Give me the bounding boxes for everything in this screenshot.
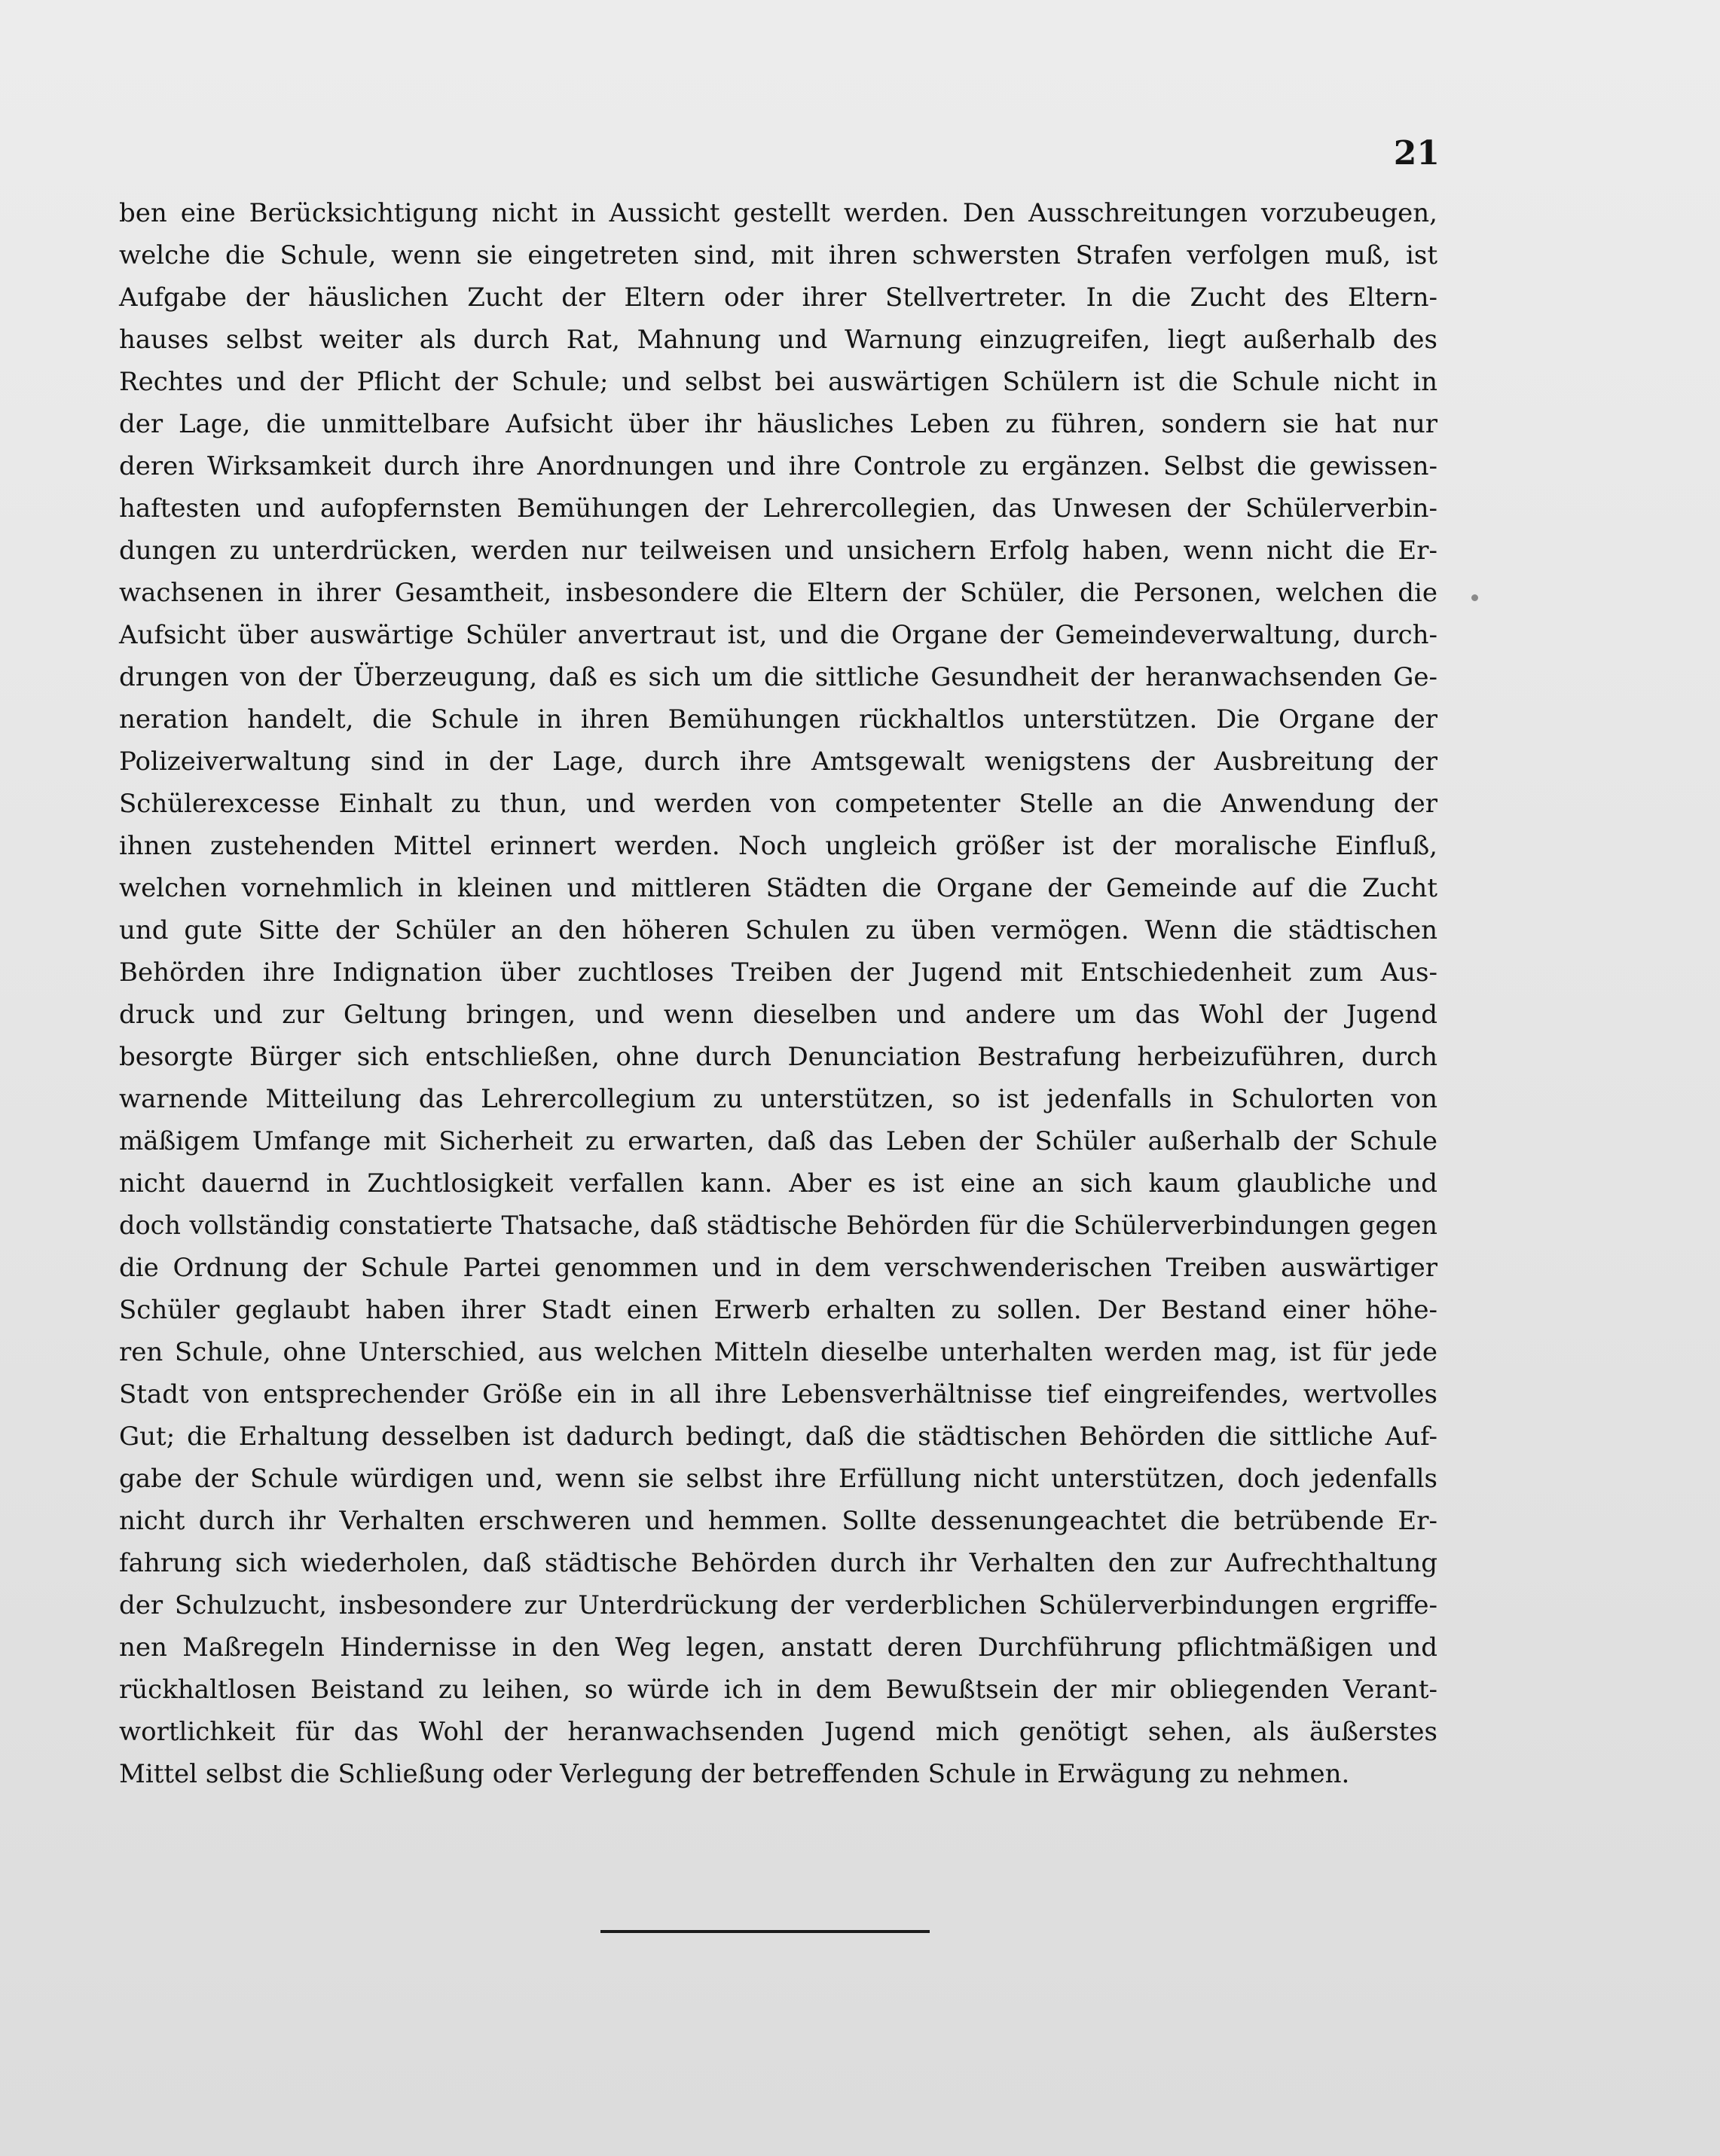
text-line: und gute Sitte der Schüler an den höheren Schulen zu üben vermögen. Wenn die städtischen <box>119 915 1437 945</box>
text-line: mäßigem Umfange mit Sicherheit zu erwarten, daß das Leben der Schüler außerhalb der Schule <box>119 1126 1437 1156</box>
text-line: fahrung sich wiederholen, daß städtische Behörden durch ihr Verhalten den zur Aufrechthaltung <box>119 1548 1437 1578</box>
text-line: haftesten und aufopfernsten Bemühungen der Lehrercollegien, das Unwesen der Schülerverbin- <box>119 493 1437 524</box>
text-line: wachsenen in ihrer Gesamtheit, insbesondere die Eltern der Schüler, die Personen, welchen die <box>119 578 1437 608</box>
text-line: hauses selbst weiter als durch Rat, Mahnung und Warnung einzugreifen, liegt außerhalb des <box>119 325 1437 355</box>
text-line: Stadt von entsprechender Größe ein in all ihre Lebensverhältnisse tief eingreifendes, wertvolles <box>119 1379 1437 1409</box>
text-line: der Schulzucht, insbesondere zur Unterdrückung der verderblichen Schülerverbindungen ergriffe- <box>119 1590 1437 1620</box>
text-line: neration handelt, die Schule in ihren Bemühungen rückhaltlos unterstützen. Die Organe der <box>119 704 1437 734</box>
text-line: ben eine Berücksichtigung nicht in Aussicht gestellt werden. Den Ausschreitungen vorzubeugen, <box>119 198 1437 228</box>
text-line: ihnen zustehenden Mittel erinnert werden. Noch ungleich größer ist der moralische Einfluß, <box>119 831 1437 861</box>
text-line: welche die Schule, wenn sie eingetreten sind, mit ihren schwersten Strafen verfolgen muß, ist <box>119 240 1437 270</box>
page-number: 21 <box>1393 134 1440 173</box>
text-line: Schüler geglaubt haben ihrer Stadt einen Erwerb erhalten zu sollen. Der Bestand einer höhe- <box>119 1295 1437 1325</box>
text-line: Aufgabe der häuslichen Zucht der Eltern oder ihrer Stellvertreter. In die Zucht des Eltern- <box>119 282 1437 313</box>
text-line: nicht durch ihr Verhalten erschweren und hemmen. Sollte dessenungeachtet die betrübende Er- <box>119 1506 1437 1536</box>
text-line: deren Wirksamkeit durch ihre Anordnungen und ihre Controle zu ergänzen. Selbst die gewissen- <box>119 451 1437 481</box>
text-line: gabe der Schule würdigen und, wenn sie selbst ihre Erfüllung nicht unterstützen, doch jedenfalls <box>119 1464 1437 1494</box>
text-line: wortlichkeit für das Wohl der heranwachsenden Jugend mich genötigt sehen, als äußerstes <box>119 1717 1437 1747</box>
text-line: druck und zur Geltung bringen, und wenn dieselben und andere um das Wohl der Jugend <box>119 1000 1437 1030</box>
text-line: warnende Mitteilung das Lehrercollegium zu unterstützen, so ist jedenfalls in Schulorten von <box>119 1084 1437 1114</box>
text-line: der Lage, die unmittelbare Aufsicht über ihr häusliches Leben zu führen, sondern sie hat nur <box>119 409 1437 439</box>
text-line: nicht dauernd in Zuchtlosigkeit verfallen kann. Aber es ist eine an sich kaum glaubliche und <box>119 1168 1437 1199</box>
text-line: nen Maßregeln Hindernisse in den Weg legen, anstatt deren Durchführung pflichtmäßigen und <box>119 1632 1437 1663</box>
text-line: Aufsicht über auswärtige Schüler anvertraut ist, und die Organe der Gemeindeverwaltung, durch- <box>119 620 1437 650</box>
text-line: drungen von der Überzeugung, daß es sich um die sittliche Gesundheit der heranwachsenden Ge- <box>119 662 1437 692</box>
text-line: Schülerexcesse Einhalt zu thun, und werden von competenter Stelle an die Anwendung der <box>119 789 1437 819</box>
text-line: Behörden ihre Indignation über zuchtloses Treiben der Jugend mit Entschiedenheit zum Aus- <box>119 957 1437 988</box>
text-line: ren Schule, ohne Unterschied, aus welchen Mitteln dieselbe unterhalten werden mag, ist für jede <box>119 1337 1437 1367</box>
text-line: welchen vornehmlich in kleinen und mittleren Städten die Organe der Gemeinde auf die Zucht <box>119 873 1437 903</box>
text-line: dungen zu unterdrücken, werden nur teilweisen und unsichern Erfolg haben, wenn nicht die Er- <box>119 536 1437 566</box>
text-line: rückhaltlosen Beistand zu leihen, so würde ich in dem Bewußtsein der mir obliegenden Verant- <box>119 1675 1437 1705</box>
text-line: Polizeiverwaltung sind in der Lage, durch ihre Amtsgewalt wenigstens der Ausbreitung der <box>119 747 1437 777</box>
text-line: die Ordnung der Schule Partei genommen und in dem verschwenderischen Treiben auswärtiger <box>119 1253 1437 1283</box>
text-line: besorgte Bürger sich entschließen, ohne durch Denunciation Bestrafung herbeizuführen, durch <box>119 1042 1437 1072</box>
text-line: Mittel selbst die Schließung oder Verlegung der betreffenden Schule in Erwägung zu nehmen. <box>119 1759 1350 1789</box>
body-paragraph <box>119 192 1437 1795</box>
text-line: Gut; die Erhaltung desselben ist dadurch bedingt, daß die städtischen Behörden die sittliche Auf- <box>119 1422 1437 1452</box>
text-line: doch vollständig constatierte Thatsache, daß städtische Behörden für die Schülerverbindungen gegen <box>119 1211 1437 1240</box>
end-rule <box>600 1930 930 1933</box>
paper-speck <box>1471 594 1478 601</box>
text-line: Rechtes und der Pflicht der Schule; und selbst bei auswärtigen Schülern ist die Schule nicht in <box>119 367 1437 397</box>
